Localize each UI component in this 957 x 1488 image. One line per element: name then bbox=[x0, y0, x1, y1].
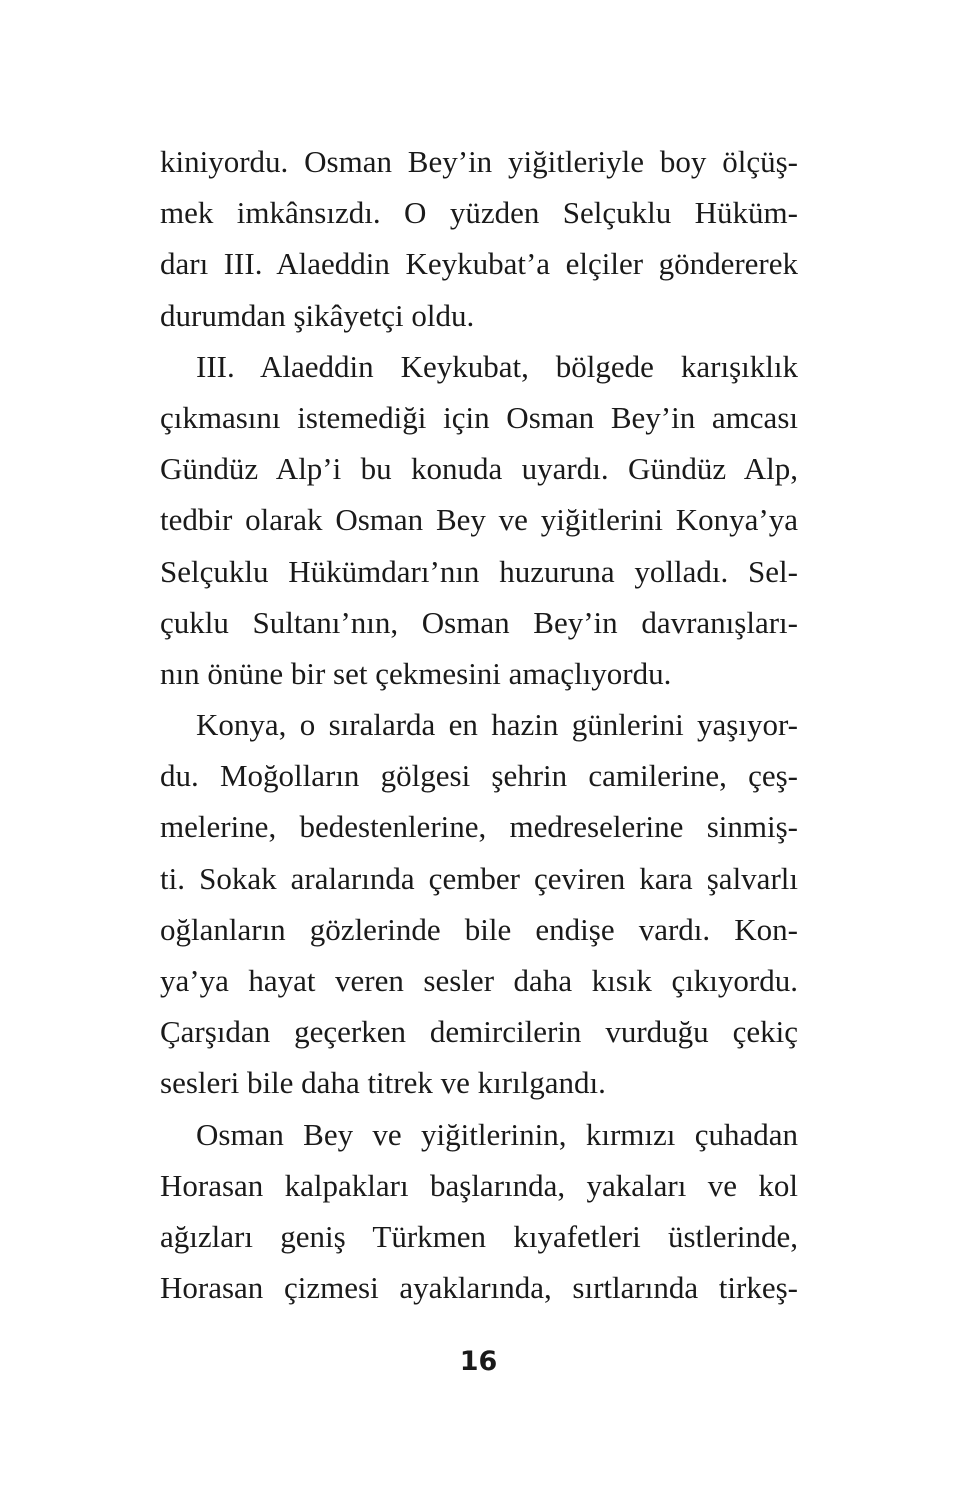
page-number: 16 bbox=[459, 1346, 498, 1377]
text-line: ağızları geniş Türkmen kıyafetleri üstlerinde, bbox=[160, 1218, 798, 1254]
paragraph-4 bbox=[160, 1109, 798, 1314]
text-line: tedbir olarak Osman Bey ve yiğitlerini Konya’ya bbox=[160, 502, 798, 538]
paragraph-1 bbox=[160, 136, 798, 341]
text-line: mek imkânsızdı. O yüzden Selçuklu Hüküm- bbox=[160, 195, 798, 231]
text-line: Gündüz Alp’i bu konuda uyardı. Gündüz Alp, bbox=[160, 451, 798, 487]
text-line: Konya, o sıralarda en hazin günlerini yaşıyor- bbox=[196, 707, 798, 743]
text-line: Osman Bey ve yiğitlerinin, kırmızı çuhadan bbox=[196, 1116, 798, 1152]
text-line: Selçuklu Hükümdarı’nın huzuruna yolladı. Sel- bbox=[160, 553, 798, 589]
text-line: melerine, bedestenlerine, medreselerine sinmiş- bbox=[160, 809, 798, 845]
text-line: çuklu Sultanı’nın, Osman Bey’in davranışları- bbox=[160, 604, 798, 640]
paragraph-2 bbox=[160, 341, 798, 699]
text-line: ya’ya hayat veren sesler daha kısık çıkıyordu. bbox=[160, 963, 798, 998]
text-line: du. Moğolların gölgesi şehrin camilerine, çeş- bbox=[160, 758, 798, 794]
text-line: durumdan şikâyetçi oldu. bbox=[160, 297, 475, 333]
paragraph-3 bbox=[160, 699, 798, 1109]
body-text bbox=[160, 136, 798, 1313]
text-line: Horasan kalpakları başlarında, yakaları ve kol bbox=[160, 1167, 798, 1203]
text-line: çıkmasını istemediği için Osman Bey’in amcası bbox=[160, 399, 798, 435]
text-line: darı III. Alaeddin Keykubat’a elçiler göndererek bbox=[160, 246, 798, 282]
text-line: III. Alaeddin Keykubat, bölgede karışıklık bbox=[196, 348, 798, 384]
text-line: sesleri bile daha titrek ve kırılgandı. bbox=[160, 1065, 606, 1101]
text-line: kiniyordu. Osman Bey’in yiğitleriyle boy ölçüş- bbox=[160, 144, 798, 179]
text-line: ti. Sokak aralarında çember çeviren kara şalvarlı bbox=[160, 860, 798, 896]
text-line: oğlanların gözlerinde bile endişe vardı. Kon- bbox=[160, 911, 798, 947]
text-line: Horasan çizmesi ayaklarında, sırtlarında tirkeş- bbox=[160, 1270, 798, 1306]
text-line: nın önüne bir set çekmesini amaçlıyordu. bbox=[160, 655, 672, 691]
text-line: Çarşıdan geçerken demircilerin vurduğu çekiç bbox=[160, 1014, 798, 1050]
